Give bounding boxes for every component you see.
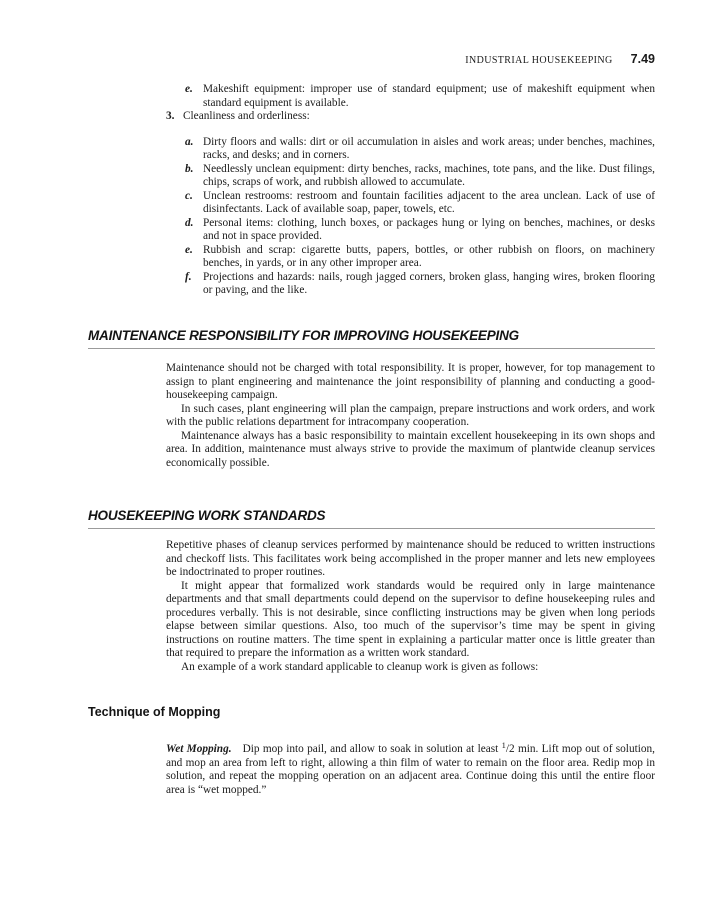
paragraph: In such cases, plant engineering will plan the campaign, prepare instructions and work orders, and work with the public relations department for intracompany cooperation.	[166, 402, 655, 428]
list-item-d	[166, 217, 655, 244]
list-item-text: Dirty floors and walls: dirt or oil accumulation in aisles and work areas; under benches, machines, racks, and desks; and in corners.	[203, 135, 655, 161]
list-item-b	[166, 163, 655, 190]
subheading-technique-of-mopping: Technique of Mopping	[88, 705, 221, 719]
list-item-label: f.	[185, 270, 192, 283]
list-item-label: 3.	[166, 110, 175, 122]
wet-mopping-lead: Wet Mopping.	[166, 743, 232, 755]
fraction-denominator: /2	[505, 743, 515, 755]
section-heading-maintenance-responsibility: MAINTENANCE RESPONSIBILITY FOR IMPROVING HOUSEKEEPING	[88, 328, 655, 349]
paragraph: An example of a work standard applicable to cleanup work is given as follows:	[181, 660, 539, 673]
paragraph: Repetitive phases of cleanup services performed by maintenance should be reduced to written instructions and checkoff lists. This facilitates work being accomplished in the proper manner and lets new employees be indoctrinated to proper routines.	[166, 539, 655, 578]
list-item-label: e.	[185, 83, 193, 95]
list-item-a	[166, 136, 655, 163]
list-item-label: a.	[185, 135, 194, 148]
list-item-text: Cleanliness and orderliness:	[183, 110, 310, 122]
cleanliness-sub-list	[166, 136, 655, 298]
page-number: 7.49	[630, 52, 655, 66]
list-item-text: Rubbish and scrap: cigarette butts, papers, bottles, or other rubbish on floors, on machinery benches, in yards, or in any other improper area.	[203, 243, 655, 269]
list-item-text: Projections and hazards: nails, rough jagged corners, broken glass, hanging wires, broken flooring or paving, and the like.	[203, 270, 655, 296]
paragraph: Maintenance always has a basic responsibility to maintain excellent housekeeping in its own shops and area. In addition, maintenance must always strive to provide the maximum of plantwide cleanup services economically possible.	[166, 429, 655, 469]
section-heading-work-standards: HOUSEKEEPING WORK STANDARDS	[88, 508, 655, 529]
running-head	[88, 50, 655, 68]
paragraph: It might appear that formalized work standards would be required only in large maintenance departments and that small departments could depend on the supervisor to define housekeeping rules and procedures verbally. This is not desirable, since conflicting instructions may be given when long periods elapse between similar questions. Also, too much of the supervisor’s time may be spent in giving instructions on routine matters. The time spent in explaining a particular matter once is little greater than that required to prepare the information as a written work standard.	[166, 579, 655, 659]
list-item-c	[166, 190, 655, 217]
fraction-numerator: 1	[501, 740, 506, 750]
list-item-e-makeshift	[166, 83, 655, 110]
list-item-label: c.	[185, 189, 193, 202]
cleanliness-outline-list	[166, 83, 655, 298]
section-body-work-standards	[166, 539, 655, 674]
list-item-text: Personal items: clothing, lunch boxes, or packages hung or lying on benches, machines, or desks and not in space provided.	[203, 216, 655, 242]
list-item-text: Needlessly unclean equipment: dirty benches, racks, machines, tote pans, and the like. Dust filings, chips, scraps of work, and rubbish allowed to accumulate.	[203, 162, 655, 188]
list-item-3-cleanliness	[166, 110, 655, 124]
wet-mopping-text: Dip mop into pail, and allow to soak in solution at least	[242, 743, 502, 755]
list-item-text: Makeshift equipment: improper use of standard equipment; use of makeshift equipment when standard equipment is available.	[203, 83, 655, 109]
wet-mopping-text: min. Lift mop out of solution, and mop an area from left to right, allowing a thin film of water to remain on the floor area. Redip mop in solution, and repeat the mopping operation on an adjacent area. Continue doing this until the entire floor area is “wet mopped.”	[166, 743, 655, 796]
running-title: INDUSTRIAL HOUSEKEEPING	[465, 55, 613, 66]
list-item-label: d.	[185, 216, 194, 229]
list-item-f	[166, 271, 655, 298]
wet-mopping-paragraph	[166, 740, 655, 797]
paragraph: Maintenance should not be charged with total responsibility. It is proper, however, for top management to assign to plant engineering and maintenance the joint responsibility of planning and conducting a good-housekeeping campaign.	[166, 362, 655, 401]
list-item-e2	[166, 244, 655, 271]
list-item-label: b.	[185, 162, 194, 175]
list-item-label: e.	[185, 243, 193, 256]
list-item-text: Unclean restrooms: restroom and fountain facilities adjacent to the area unclean. Lack of use of disinfectants. Lack of available soap, paper, towels, etc.	[203, 189, 655, 215]
section-body-maintenance-responsibility	[166, 362, 655, 470]
